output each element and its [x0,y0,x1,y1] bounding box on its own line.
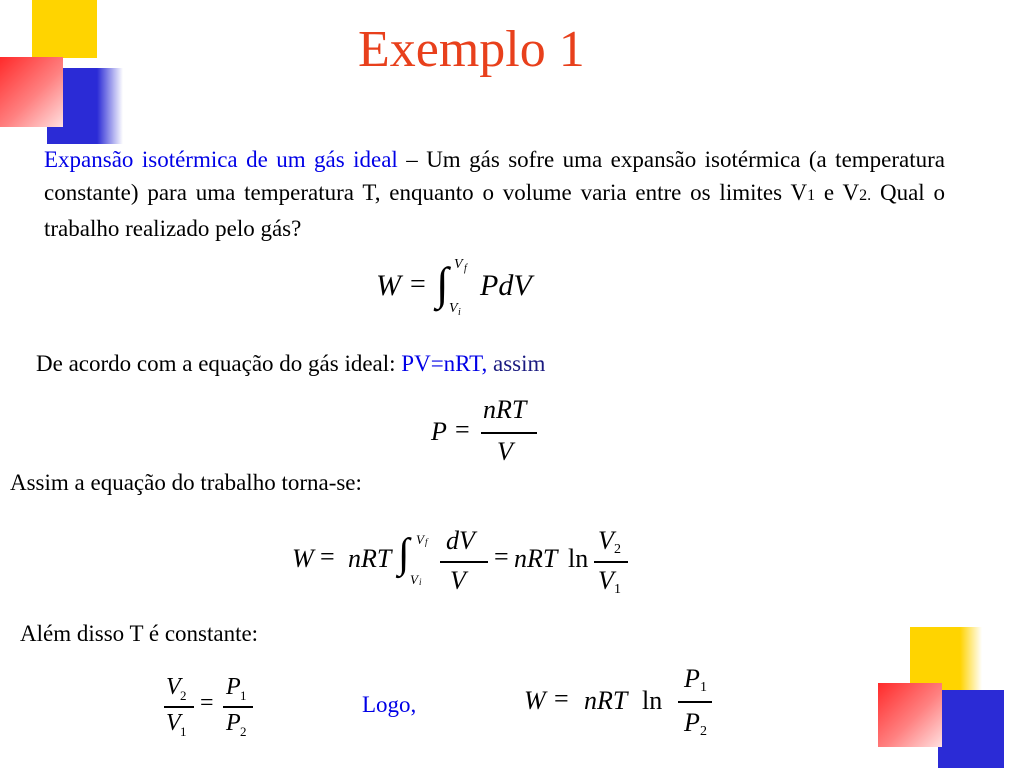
fraction-bar [481,432,537,434]
eq-ratio-v2-sub: 2 [180,688,187,703]
decor-red-square-top [0,57,63,127]
eq-ratio-p2-sub: 2 [240,724,247,739]
slide-title: Exemplo 1 [358,21,585,78]
eq-ratio-equals: = [200,690,214,716]
equation-work-integral [370,255,570,325]
eq-pressure-numerator: nRT [483,395,527,424]
equation-ratio [160,672,270,752]
eq-final-p2-sub: 2 [700,724,707,739]
constant-line: Além disso T é constante: [20,621,259,646]
ideal-gas-line [36,347,736,380]
eq-ratio-v1: V [166,710,181,736]
eq-final-p1-sub: 1 [700,680,707,695]
eq-ratio-p1: P [226,674,241,700]
eq-full-ln: ln [568,544,589,573]
eq-full-lhs: W [292,544,314,573]
eq-work-integrand: PdV [480,269,532,302]
eq-final-lhs: W [524,686,546,715]
eq-full-equals-1: = [320,542,335,571]
eq-final-nrt: nRT [584,686,628,715]
problem-sub-1: 1 [807,187,816,204]
eq-final-ln: ln [642,686,663,715]
eq-pressure-lhs: P [431,417,447,446]
integral-sign: ∫ [398,531,410,577]
problem-text: – Um gás sofre uma expansão isotérmica (a temperatura constante) para uma temperatura T, enquanto o volume varia entre os limites V [44,147,946,205]
problem-label: Expansão isotérmica de um gás ideal [44,147,398,172]
problem-sub-2: 2. [859,187,872,204]
eq-full-nrt-2: nRT [514,544,558,573]
fraction-bar [678,701,712,703]
eq-ratio-p2: P [226,710,241,736]
equation-pressure [425,395,555,470]
fraction-bar [223,706,253,708]
eq-ratio-v2: V [166,674,181,700]
fraction-bar [594,561,628,563]
decor-yellow-square-top [32,0,97,58]
eq-full-upper-limit: V [416,532,424,547]
fraction-bar [164,706,194,708]
eq-work-lhs: W [376,269,401,302]
eq-full-nrt-1: nRT [348,544,392,573]
equation-final [520,664,720,754]
problem-mid: e V [815,180,860,205]
eq-full-v1-sub: 1 [614,582,621,597]
logo-word: Logo, [362,692,417,717]
eq-full-equals-2: = [494,542,509,571]
decor-blue-square-bottom [938,690,1004,768]
eq-work-upper-limit: V [454,257,463,272]
eq-full-lower-limit: V [410,572,418,587]
eq-final-equals: = [554,684,569,713]
equation-work-full [288,522,638,602]
eq-full-v2: V [598,526,614,555]
integral-sign: ∫ [436,258,449,309]
eq-full-frac-denominator: V [450,566,466,595]
eq-full-frac-numerator: dV [446,526,475,555]
eq-full-v2-sub: 2 [614,542,621,557]
decor-fade-yellow [960,627,982,693]
problem-statement [44,143,945,245]
eq-work-equals: = [410,269,426,300]
eq-final-p1: P [684,664,700,693]
eq-ratio-p1-sub: 1 [240,688,247,703]
ideal-gas-after: assim [487,351,546,376]
eq-work-lower-limit: V [449,301,458,316]
ideal-gas-law: PV=nRT, [401,351,488,376]
eq-full-upper-sub: f [425,537,428,547]
eq-work-lower-sub: i [458,307,461,318]
decor-fade-top [97,68,123,144]
eq-ratio-v1-sub: 1 [180,724,187,739]
decor-red-square-bottom [878,683,942,747]
eq-work-upper-sub: f [464,263,467,274]
problem-question: Qual o trabalho realizado pelo gás? [44,180,945,241]
eq-full-lower-sub: i [419,577,422,587]
ideal-gas-text: De acordo com a equação do gás ideal: [36,351,402,376]
transform-line: Assim a equação do trabalho torna-se: [10,470,362,495]
eq-full-v1: V [598,566,614,595]
eq-final-p2: P [684,708,700,737]
eq-pressure-denominator: V [497,437,513,466]
eq-pressure-equals: = [455,415,470,444]
fraction-bar [440,561,488,563]
